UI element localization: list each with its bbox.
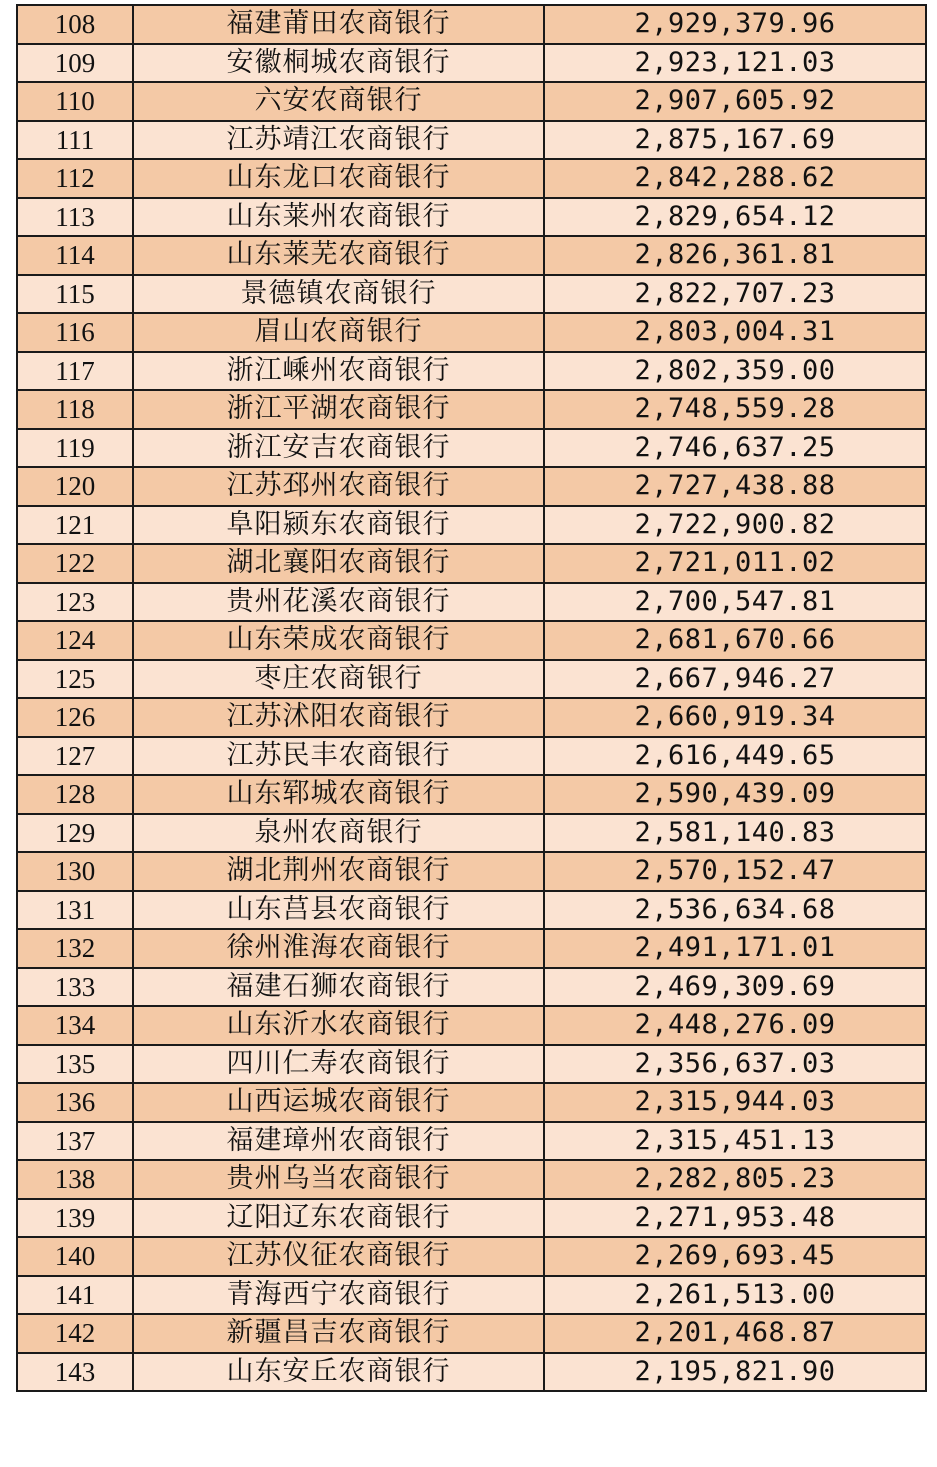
table-row [17, 1314, 926, 1353]
value-cell: 2,748,559.28 [544, 390, 926, 429]
value-cell: 2,660,919.34 [544, 698, 926, 737]
bank-name-cell: 山东龙口农商银行 [133, 159, 544, 198]
rank-cell: 109 [17, 44, 133, 83]
rank-cell: 111 [17, 121, 133, 160]
bank-name-cell: 江苏民丰农商银行 [133, 737, 544, 776]
rank-cell: 112 [17, 159, 133, 198]
table-row [17, 583, 926, 622]
bank-name-cell: 四川仁寿农商银行 [133, 1045, 544, 1084]
rank-cell: 110 [17, 82, 133, 121]
bank-name-cell: 湖北荆州农商银行 [133, 852, 544, 891]
rank-cell: 119 [17, 429, 133, 468]
bank-name-cell: 辽阳辽东农商银行 [133, 1199, 544, 1238]
table-row [17, 1122, 926, 1161]
bank-name-cell: 泉州农商银行 [133, 814, 544, 853]
rank-cell: 142 [17, 1314, 133, 1353]
table-row [17, 121, 926, 160]
table-row [17, 236, 926, 275]
value-cell: 2,721,011.02 [544, 544, 926, 583]
value-cell: 2,315,451.13 [544, 1122, 926, 1161]
rank-cell: 128 [17, 775, 133, 814]
table-row [17, 275, 926, 314]
table-row [17, 968, 926, 1007]
bank-name-cell: 枣庄农商银行 [133, 660, 544, 699]
rank-cell: 131 [17, 891, 133, 930]
table-row [17, 929, 926, 968]
bank-name-cell: 青海西宁农商银行 [133, 1276, 544, 1315]
table-row [17, 775, 926, 814]
bank-ranking-table-container [16, 4, 925, 1392]
rank-cell: 108 [17, 5, 133, 44]
table-row [17, 1160, 926, 1199]
value-cell: 2,448,276.09 [544, 1006, 926, 1045]
bank-name-cell: 江苏仪征农商银行 [133, 1237, 544, 1276]
table-row [17, 352, 926, 391]
value-cell: 2,271,953.48 [544, 1199, 926, 1238]
table-row [17, 544, 926, 583]
value-cell: 2,201,468.87 [544, 1314, 926, 1353]
rank-cell: 114 [17, 236, 133, 275]
table-row [17, 1276, 926, 1315]
value-cell: 2,491,171.01 [544, 929, 926, 968]
value-cell: 2,269,693.45 [544, 1237, 926, 1276]
bank-name-cell: 江苏邳州农商银行 [133, 467, 544, 506]
rank-cell: 121 [17, 506, 133, 545]
value-cell: 2,681,670.66 [544, 621, 926, 660]
bank-name-cell: 福建石狮农商银行 [133, 968, 544, 1007]
bank-name-cell: 六安农商银行 [133, 82, 544, 121]
rank-cell: 134 [17, 1006, 133, 1045]
value-cell: 2,356,637.03 [544, 1045, 926, 1084]
table-row [17, 621, 926, 660]
table-row [17, 198, 926, 237]
rank-cell: 143 [17, 1353, 133, 1392]
table-row [17, 429, 926, 468]
table-row [17, 698, 926, 737]
table-row [17, 159, 926, 198]
value-cell: 2,590,439.09 [544, 775, 926, 814]
bank-name-cell: 景德镇农商银行 [133, 275, 544, 314]
value-cell: 2,570,152.47 [544, 852, 926, 891]
table-row [17, 737, 926, 776]
value-cell: 2,261,513.00 [544, 1276, 926, 1315]
rank-cell: 123 [17, 583, 133, 622]
value-cell: 2,536,634.68 [544, 891, 926, 930]
value-cell: 2,746,637.25 [544, 429, 926, 468]
rank-cell: 135 [17, 1045, 133, 1084]
table-row [17, 44, 926, 83]
value-cell: 2,802,359.00 [544, 352, 926, 391]
value-cell: 2,826,361.81 [544, 236, 926, 275]
bank-name-cell: 山西运城农商银行 [133, 1083, 544, 1122]
rank-cell: 133 [17, 968, 133, 1007]
bank-ranking-table [16, 4, 927, 1392]
bank-name-cell: 浙江平湖农商银行 [133, 390, 544, 429]
bank-name-cell: 眉山农商银行 [133, 313, 544, 352]
bank-name-cell: 江苏沭阳农商银行 [133, 698, 544, 737]
rank-cell: 132 [17, 929, 133, 968]
value-cell: 2,803,004.31 [544, 313, 926, 352]
value-cell: 2,700,547.81 [544, 583, 926, 622]
rank-cell: 136 [17, 1083, 133, 1122]
rank-cell: 116 [17, 313, 133, 352]
bank-name-cell: 山东郓城农商银行 [133, 775, 544, 814]
rank-cell: 125 [17, 660, 133, 699]
bank-name-cell: 山东安丘农商银行 [133, 1353, 544, 1392]
table-row [17, 852, 926, 891]
table-row [17, 891, 926, 930]
rank-cell: 127 [17, 737, 133, 776]
value-cell: 2,722,900.82 [544, 506, 926, 545]
bank-name-cell: 浙江嵊州农商银行 [133, 352, 544, 391]
bank-name-cell: 阜阳颍东农商银行 [133, 506, 544, 545]
rank-cell: 118 [17, 390, 133, 429]
bank-name-cell: 江苏靖江农商银行 [133, 121, 544, 160]
table-row [17, 814, 926, 853]
value-cell: 2,829,654.12 [544, 198, 926, 237]
value-cell: 2,929,379.96 [544, 5, 926, 44]
value-cell: 2,195,821.90 [544, 1353, 926, 1392]
value-cell: 2,822,707.23 [544, 275, 926, 314]
value-cell: 2,842,288.62 [544, 159, 926, 198]
table-row [17, 1237, 926, 1276]
value-cell: 2,875,167.69 [544, 121, 926, 160]
bank-name-cell: 山东沂水农商银行 [133, 1006, 544, 1045]
bank-name-cell: 贵州乌当农商银行 [133, 1160, 544, 1199]
value-cell: 2,667,946.27 [544, 660, 926, 699]
table-row [17, 390, 926, 429]
bank-name-cell: 安徽桐城农商银行 [133, 44, 544, 83]
value-cell: 2,616,449.65 [544, 737, 926, 776]
bank-name-cell: 贵州花溪农商银行 [133, 583, 544, 622]
value-cell: 2,727,438.88 [544, 467, 926, 506]
table-row [17, 1006, 926, 1045]
table-row [17, 1199, 926, 1238]
bank-name-cell: 福建璋州农商银行 [133, 1122, 544, 1161]
table-row [17, 313, 926, 352]
rank-cell: 130 [17, 852, 133, 891]
bank-name-cell: 浙江安吉农商银行 [133, 429, 544, 468]
table-row [17, 5, 926, 44]
rank-cell: 126 [17, 698, 133, 737]
rank-cell: 139 [17, 1199, 133, 1238]
rank-cell: 141 [17, 1276, 133, 1315]
rank-cell: 138 [17, 1160, 133, 1199]
bank-name-cell: 福建莆田农商银行 [133, 5, 544, 44]
rank-cell: 122 [17, 544, 133, 583]
table-row [17, 660, 926, 699]
rank-cell: 117 [17, 352, 133, 391]
rank-cell: 129 [17, 814, 133, 853]
table-row [17, 82, 926, 121]
bank-name-cell: 山东莱州农商银行 [133, 198, 544, 237]
table-row [17, 1045, 926, 1084]
value-cell: 2,315,944.03 [544, 1083, 926, 1122]
value-cell: 2,282,805.23 [544, 1160, 926, 1199]
rank-cell: 137 [17, 1122, 133, 1161]
table-body [17, 5, 926, 1391]
value-cell: 2,907,605.92 [544, 82, 926, 121]
rank-cell: 120 [17, 467, 133, 506]
rank-cell: 140 [17, 1237, 133, 1276]
value-cell: 2,581,140.83 [544, 814, 926, 853]
value-cell: 2,923,121.03 [544, 44, 926, 83]
bank-name-cell: 山东莱芜农商银行 [133, 236, 544, 275]
rank-cell: 115 [17, 275, 133, 314]
bank-name-cell: 山东荣成农商银行 [133, 621, 544, 660]
bank-name-cell: 山东莒县农商银行 [133, 891, 544, 930]
bank-name-cell: 新疆昌吉农商银行 [133, 1314, 544, 1353]
rank-cell: 124 [17, 621, 133, 660]
rank-cell: 113 [17, 198, 133, 237]
table-row [17, 467, 926, 506]
table-row [17, 506, 926, 545]
table-row [17, 1083, 926, 1122]
value-cell: 2,469,309.69 [544, 968, 926, 1007]
bank-name-cell: 徐州淮海农商银行 [133, 929, 544, 968]
bank-name-cell: 湖北襄阳农商银行 [133, 544, 544, 583]
table-row [17, 1353, 926, 1392]
